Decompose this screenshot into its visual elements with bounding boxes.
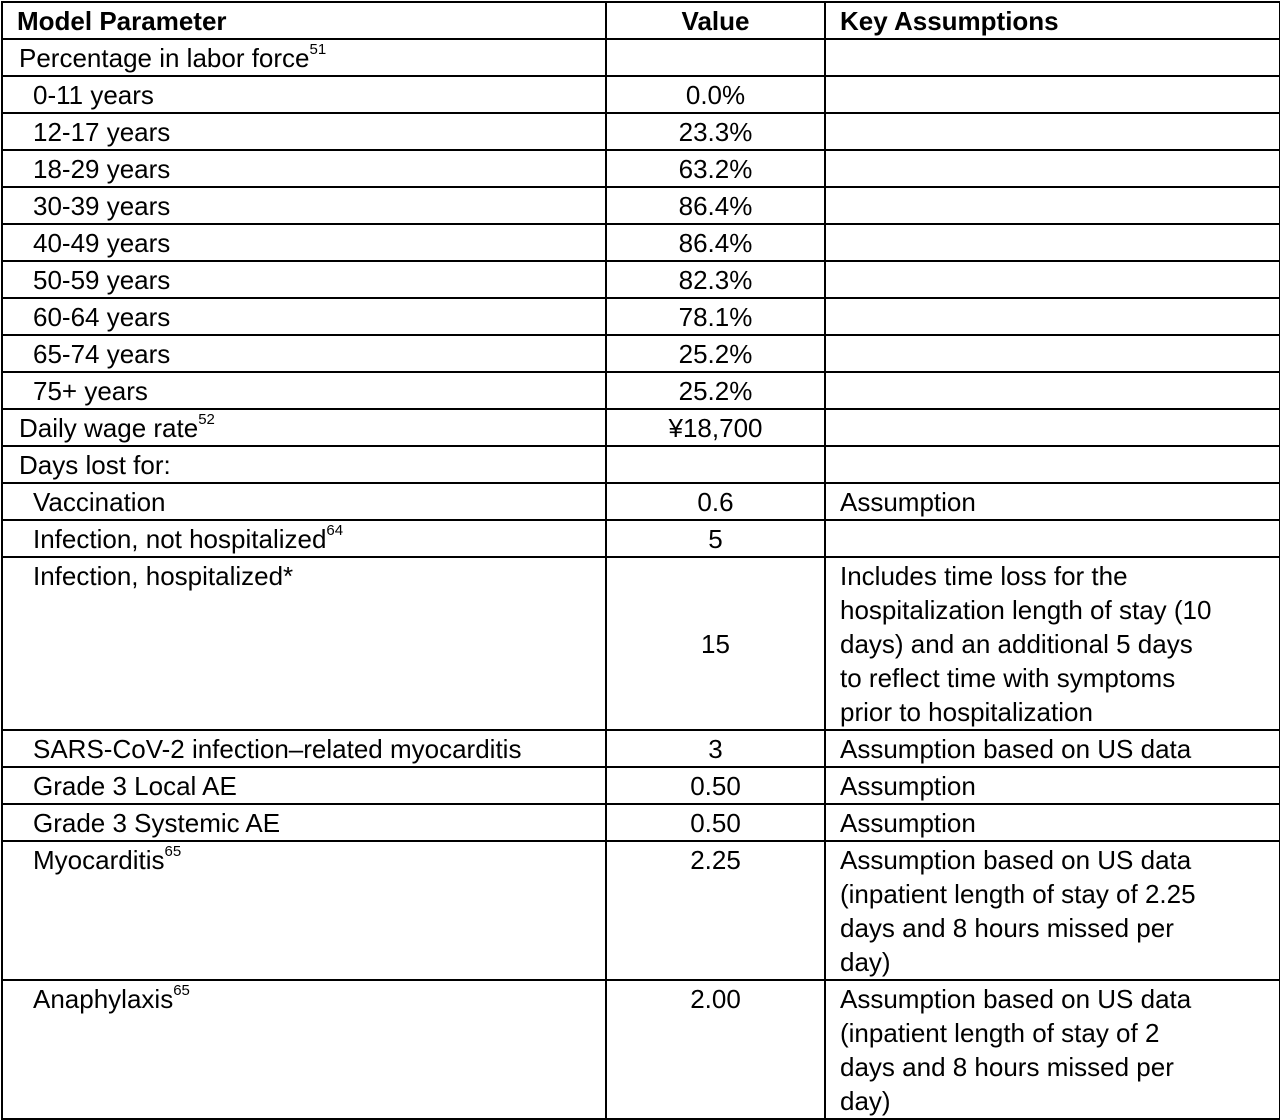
assumption-line: Assumption bbox=[840, 808, 976, 838]
table-row bbox=[2, 446, 1280, 483]
table-row bbox=[2, 557, 1280, 730]
assumption-cell bbox=[825, 980, 1280, 1119]
parameter-label: Anaphylaxis bbox=[33, 984, 174, 1014]
parameter-cell bbox=[2, 557, 606, 730]
parameter-cell bbox=[2, 298, 606, 335]
value-cell: 0.6 bbox=[606, 483, 825, 520]
parameter-label: 50-59 years bbox=[33, 265, 171, 295]
assumption-cell bbox=[825, 76, 1280, 113]
value-cell: 86.4% bbox=[606, 187, 825, 224]
header-row bbox=[2, 2, 1280, 39]
value-cell: ¥18,700 bbox=[606, 409, 825, 446]
parameter-cell bbox=[2, 730, 606, 767]
table-row bbox=[2, 483, 1280, 520]
assumption-line: hospitalization length of stay (10 bbox=[840, 595, 1212, 625]
parameter-label: SARS-CoV-2 infection–related myocarditis bbox=[33, 734, 522, 764]
parameter-label: Percentage in labor force bbox=[19, 43, 310, 73]
assumption-line: Assumption bbox=[840, 487, 976, 517]
parameter-cell bbox=[2, 446, 606, 483]
assumption-line: Includes time loss for the bbox=[840, 561, 1128, 591]
table-row bbox=[2, 841, 1280, 980]
value-cell: 82.3% bbox=[606, 261, 825, 298]
assumption-line: Assumption bbox=[840, 771, 976, 801]
assumption-line: (inpatient length of stay of 2.25 bbox=[840, 879, 1196, 909]
parameter-cell bbox=[2, 150, 606, 187]
assumption-cell bbox=[825, 224, 1280, 261]
parameter-cell bbox=[2, 520, 606, 557]
assumption-line: days and 8 hours missed per bbox=[840, 1052, 1174, 1082]
parameter-cell bbox=[2, 335, 606, 372]
parameter-label: Infection, hospitalized* bbox=[33, 561, 294, 591]
assumption-cell bbox=[825, 767, 1280, 804]
parameter-label: 0-11 years bbox=[33, 80, 154, 110]
value-cell: 25.2% bbox=[606, 372, 825, 409]
assumption-cell bbox=[825, 804, 1280, 841]
header-key-assumptions: Key Assumptions bbox=[825, 2, 1280, 39]
assumption-cell bbox=[825, 39, 1280, 76]
parameter-cell bbox=[2, 113, 606, 150]
table-row bbox=[2, 261, 1280, 298]
assumption-cell bbox=[825, 113, 1280, 150]
assumption-cell bbox=[825, 841, 1280, 980]
parameter-label: Daily wage rate bbox=[19, 413, 199, 443]
value-cell: 63.2% bbox=[606, 150, 825, 187]
assumption-line: days) and an additional 5 days bbox=[840, 629, 1193, 659]
value-cell bbox=[606, 39, 825, 76]
parameter-cell bbox=[2, 483, 606, 520]
value-cell: 25.2% bbox=[606, 335, 825, 372]
value-cell: 23.3% bbox=[606, 113, 825, 150]
parameter-cell bbox=[2, 372, 606, 409]
parameter-label: 40-49 years bbox=[33, 228, 171, 258]
assumption-cell bbox=[825, 187, 1280, 224]
assumption-cell bbox=[825, 298, 1280, 335]
value-cell: 2.00 bbox=[606, 980, 825, 1119]
table-row bbox=[2, 409, 1280, 446]
parameter-cell bbox=[2, 409, 606, 446]
assumption-line: days and 8 hours missed per bbox=[840, 913, 1174, 943]
table-row bbox=[2, 804, 1280, 841]
assumption-cell bbox=[825, 520, 1280, 557]
parameter-label: 65-74 years bbox=[33, 339, 171, 369]
table-row bbox=[2, 224, 1280, 261]
table-row bbox=[2, 113, 1280, 150]
parameter-label: Myocarditis bbox=[33, 845, 165, 875]
parameter-cell bbox=[2, 76, 606, 113]
parameter-label: Grade 3 Systemic AE bbox=[33, 808, 281, 838]
assumption-line: prior to hospitalization bbox=[840, 697, 1093, 727]
parameter-label: Vaccination bbox=[33, 487, 166, 517]
parameter-label: Infection, not hospitalized bbox=[33, 524, 327, 554]
parameter-cell bbox=[2, 804, 606, 841]
assumption-cell bbox=[825, 730, 1280, 767]
parameter-cell bbox=[2, 39, 606, 76]
reference-superscript: 64 bbox=[326, 522, 344, 540]
reference-superscript: 52 bbox=[198, 411, 215, 429]
table-row bbox=[2, 39, 1280, 76]
assumption-cell bbox=[825, 409, 1280, 446]
table-row bbox=[2, 187, 1280, 224]
value-cell: 3 bbox=[606, 730, 825, 767]
value-cell: 5 bbox=[606, 520, 825, 557]
assumption-cell bbox=[825, 150, 1280, 187]
table-row bbox=[2, 150, 1280, 187]
table-row bbox=[2, 520, 1280, 557]
value-cell: 86.4% bbox=[606, 224, 825, 261]
assumption-cell bbox=[825, 372, 1280, 409]
assumption-cell bbox=[825, 557, 1280, 730]
parameter-cell bbox=[2, 841, 606, 980]
value-cell: 2.25 bbox=[606, 841, 825, 980]
parameter-label: 18-29 years bbox=[33, 154, 171, 184]
parameter-label: 60-64 years bbox=[33, 302, 171, 332]
value-cell: 0.50 bbox=[606, 767, 825, 804]
parameter-label: 12-17 years bbox=[33, 117, 171, 147]
parameter-cell bbox=[2, 980, 606, 1119]
reference-superscript: 65 bbox=[173, 982, 190, 1000]
table-row bbox=[2, 372, 1280, 409]
parameter-label: 30-39 years bbox=[33, 191, 171, 221]
table-row bbox=[2, 980, 1280, 1119]
assumption-line: (inpatient length of stay of 2 bbox=[840, 1018, 1160, 1048]
value-cell bbox=[606, 446, 825, 483]
value-cell: 0.50 bbox=[606, 804, 825, 841]
parameter-cell bbox=[2, 224, 606, 261]
parameter-cell bbox=[2, 261, 606, 298]
assumption-cell bbox=[825, 261, 1280, 298]
header-value: Value bbox=[606, 2, 825, 39]
value-cell: 0.0% bbox=[606, 76, 825, 113]
reference-superscript: 65 bbox=[164, 843, 182, 861]
header-model-parameter: Model Parameter bbox=[2, 2, 606, 39]
assumption-cell bbox=[825, 446, 1280, 483]
assumption-cell bbox=[825, 483, 1280, 520]
parameter-label: 75+ years bbox=[33, 376, 148, 406]
parameter-cell bbox=[2, 187, 606, 224]
table-body bbox=[2, 39, 1280, 1119]
table-row bbox=[2, 76, 1280, 113]
assumption-line: Assumption based on US data bbox=[840, 845, 1192, 875]
assumption-line: day) bbox=[840, 1086, 891, 1116]
assumption-line: to reflect time with symptoms bbox=[840, 663, 1176, 693]
parameter-label: Days lost for: bbox=[19, 450, 171, 480]
table-row bbox=[2, 335, 1280, 372]
table-row bbox=[2, 767, 1280, 804]
value-cell: 78.1% bbox=[606, 298, 825, 335]
table-row bbox=[2, 730, 1280, 767]
assumption-line: Assumption based on US data bbox=[840, 984, 1192, 1014]
value-cell: 15 bbox=[606, 557, 825, 730]
assumption-cell bbox=[825, 335, 1280, 372]
reference-superscript: 51 bbox=[309, 41, 327, 59]
assumption-line: Assumption based on US data bbox=[840, 734, 1192, 764]
parameter-cell bbox=[2, 767, 606, 804]
assumption-line: day) bbox=[840, 947, 891, 977]
parameter-label: Grade 3 Local AE bbox=[33, 771, 237, 801]
model-parameters-table bbox=[1, 1, 1280, 1120]
table-row bbox=[2, 298, 1280, 335]
